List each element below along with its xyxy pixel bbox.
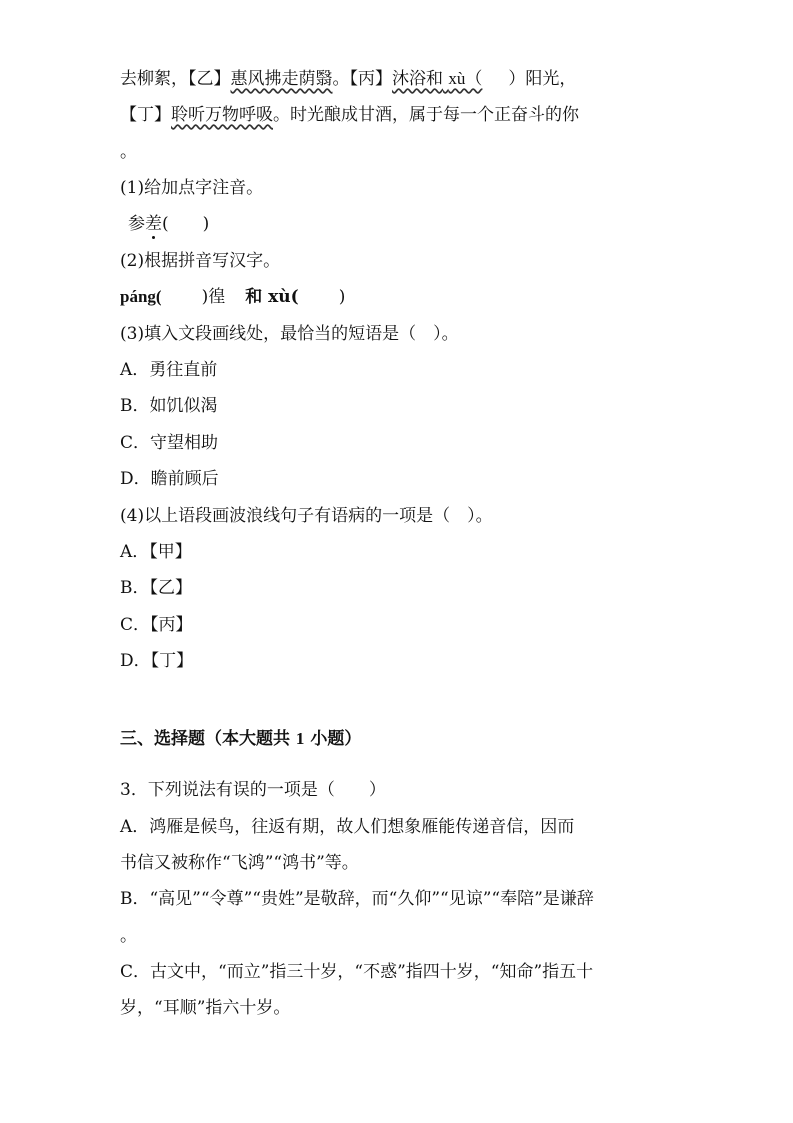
wavy-sentence-bing: 沐浴和 xù（ [392,69,483,89]
passage-text: 去柳絮， [120,69,188,89]
question-5-option-c-line-2[interactable]: 岁，“耳顺”指六十岁。 [120,998,291,1018]
question-5-option-b-line-1[interactable]: B．“高见”“令尊”“贵姓”是敬辞，而“久仰”“见谅”“奉陪”是谦辞 [120,889,594,909]
question-2-title: (2)根据拼音写汉字。 [120,251,281,271]
wavy-sentence-yi: 惠风拂走荫翳 [230,69,333,89]
question-2-items: páng( )徨 和 xù( ) [120,287,346,307]
question-3-option-c[interactable]: C．守望相助 [120,433,219,453]
bracket-bing: 【丙】 [349,69,392,89]
passage-line-1: 去柳絮，【乙】惠风拂走荫翳。【丙】沐浴和 xù（ ）阳光， [120,69,577,89]
passage-line-3: 。 [120,142,137,162]
passage-line-2: 【丁】聆听万物呼吸。时光酿成甘酒，属于每一个正奋斗的你 [120,105,579,125]
question-4-title: (4)以上语段画波浪线句子有语病的一项是（ ）。 [120,506,493,526]
question-5-title: 3．下列说法有误的一项是（ ） [120,780,386,800]
question-3-option-d[interactable]: D．瞻前顾后 [120,469,219,489]
dotted-character: 差 [145,214,162,234]
question-5-option-c-line-1[interactable]: C．古文中，“而立”指三十岁，“不惑”指四十岁，“知命”指五十 [120,962,594,982]
bracket-ding: 【丁】 [120,105,171,125]
question-4-option-b[interactable]: B．【乙】 [120,578,192,598]
question-5-option-a-line-2[interactable]: 书信又被称作“飞鸿”“鸿书”等。 [120,853,359,873]
question-4-option-c[interactable]: C．【丙】 [120,615,193,635]
question-3-title: (3)填入文段画线处，最恰当的短语是（ ）。 [120,324,459,344]
section-3-heading: 三、选择题（本大题共 1 小题） [120,729,362,749]
question-5-option-a-line-1[interactable]: A．鸿雁是候鸟，往返有期，故人们想象雁能传递音信，因而 [120,817,575,837]
question-5-option-b-line-2[interactable]: 。 [120,926,137,946]
question-3-option-b[interactable]: B．如饥似渴 [120,396,218,416]
question-4-option-a[interactable]: A．【甲】 [120,542,192,562]
question-1-item: 参差( ) [128,214,210,234]
question-3-option-a[interactable]: A．勇往直前 [120,360,218,380]
question-4-option-d[interactable]: D．【丁】 [120,651,194,671]
question-1-title: (1)给加点字注音。 [120,178,264,198]
wavy-sentence-ding: 聆听万物呼吸 [171,105,273,125]
bracket-yi: 【乙】 [188,69,231,89]
